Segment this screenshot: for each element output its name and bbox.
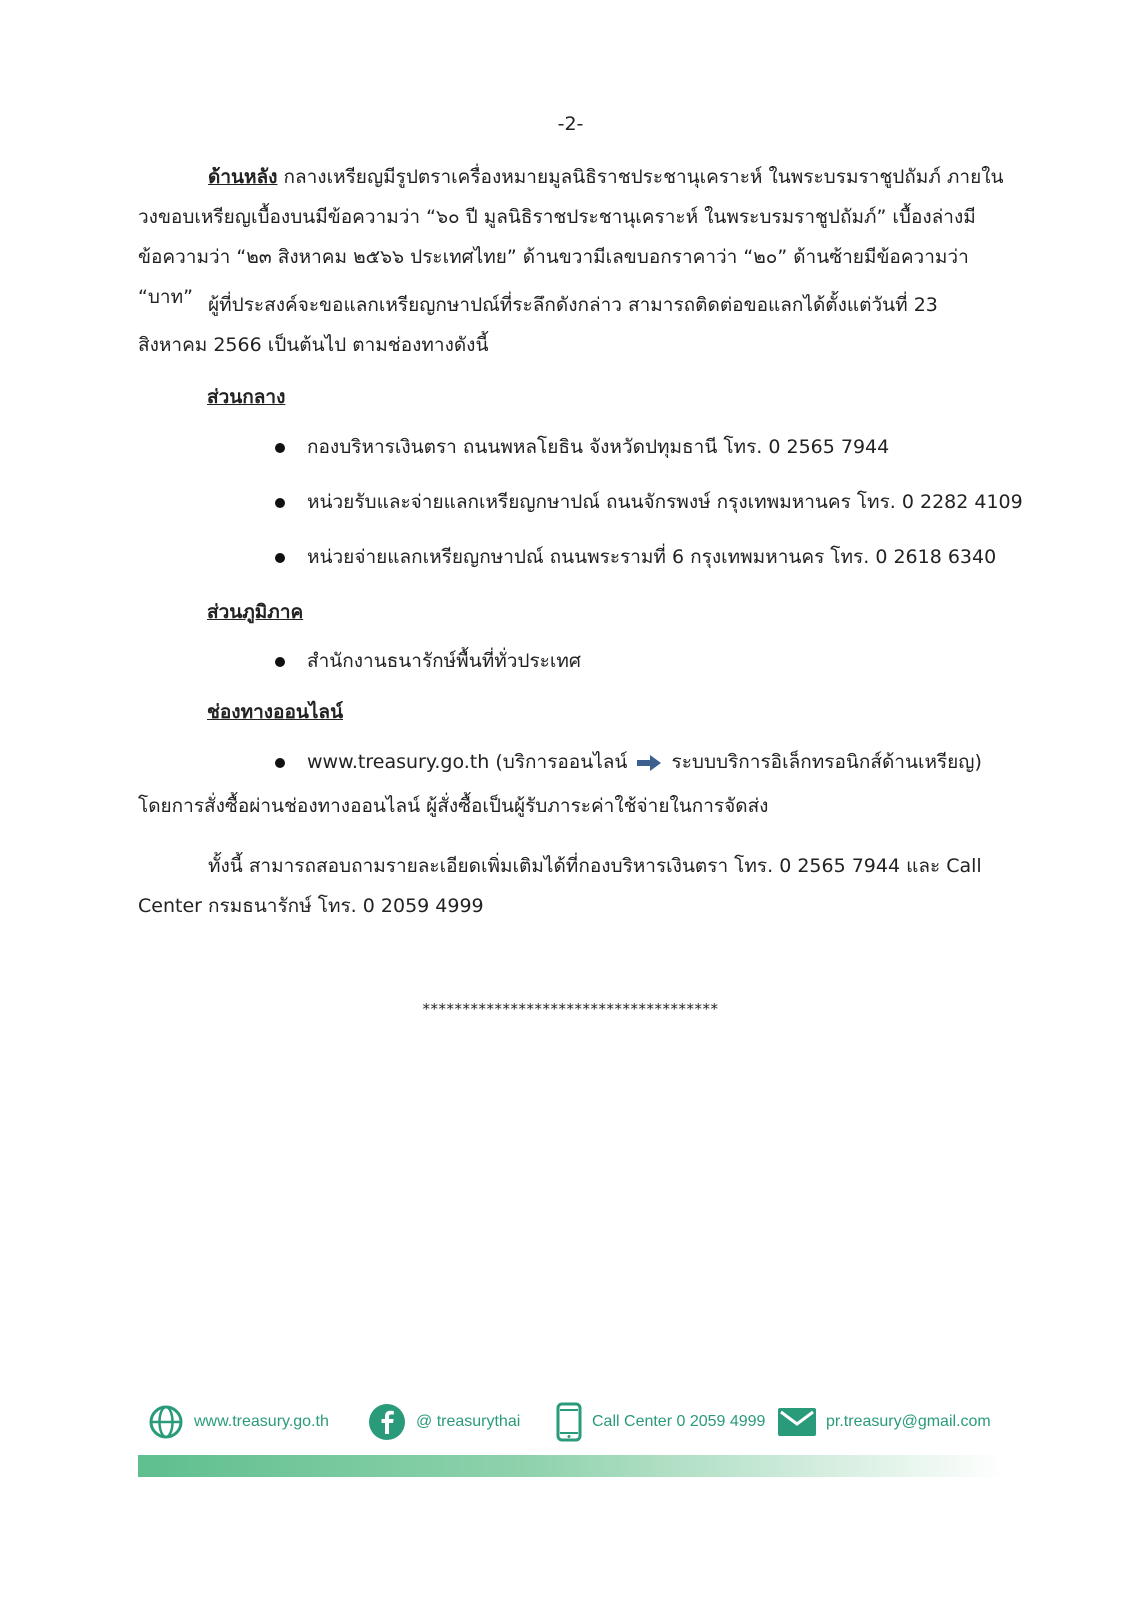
regional-item: [275, 646, 581, 676]
back-side-text: กลางเหรียญมีรูปตราเครื่องหมายมูลนิธิราชประชานุเคราะห์ ในพระบรมราชูปถัมภ์ ภายในวงขอบเหรียญเบื้องบนมีข้อความว่า “๖๐ ปี มูลนิธิราชประชานุเคราะห์ ในพระบรมราชูปถัมภ์” เบื้องล่างมีข้อความว่า “๒๓ สิงหาคม ๒๕๖๖ ประเทศไทย” ด้านขวามีเลขบอกราคาว่า “๒๐” ด้านซ้ายมีข้อความว่า “บาท”: [138, 166, 1004, 308]
footer-gradient-bar: [138, 1455, 1006, 1477]
globe-icon: [148, 1404, 184, 1440]
footer-website-text: www.treasury.go.th: [194, 1413, 329, 1430]
closing-paragraph: ทั้งนี้ สามารถสอบถามรายละเอียดเพิ่มเติมได้ที่กองบริหารเงินตรา โทร. 0 2565 7944 และ Call Center กรมธนารักษ์ โทร. 0 2059 4999: [138, 855, 982, 917]
central-item: [275, 432, 889, 462]
online-item: [275, 747, 982, 777]
bullet-icon: [275, 553, 285, 563]
bullet-icon: [275, 498, 285, 508]
right-arrow-icon: [637, 755, 661, 771]
central-item-text: หน่วยรับและจ่ายแลกเหรียญกษาปณ์ ถนนจักรพงษ์ กรุงเทพมหานคร โทร. 0 2282 4109: [307, 491, 1023, 513]
facebook-icon: [368, 1403, 406, 1441]
central-heading: ส่วนกลาง: [207, 386, 286, 408]
back-side-label: ด้านหลัง: [208, 166, 278, 188]
footer-email-text: pr.treasury@gmail.com: [826, 1413, 991, 1430]
footer-email[interactable]: [778, 1400, 991, 1444]
footer-call-center[interactable]: [556, 1400, 765, 1444]
bullet-icon: [275, 443, 285, 453]
footer-call-center-text: Call Center 0 2059 4999: [592, 1413, 766, 1430]
footer-facebook[interactable]: [368, 1400, 520, 1444]
online-item-end: ระบบบริการอิเล็กทรอนิกส์ด้านเหรียญ): [671, 751, 982, 773]
mail-icon: [778, 1408, 816, 1436]
bullet-icon: [275, 758, 285, 768]
online-item-start: www.treasury.go.th (บริการออนไลน์: [307, 751, 628, 773]
bullet-icon: [275, 657, 285, 667]
regional-heading: ส่วนภูมิภาค: [207, 601, 304, 623]
page-number: -2-: [557, 113, 584, 135]
divider-stars: *************************************: [422, 1000, 719, 1018]
central-item-text: กองบริหารเงินตรา ถนนพหลโยธิน จังหวัดปทุมธานี โทร. 0 2565 7944: [307, 436, 890, 458]
central-item-text: หน่วยจ่ายแลกเหรียญกษาปณ์ ถนนพระรามที่ 6 กรุงเทพมหานคร โทร. 0 2618 6340: [307, 546, 997, 568]
central-item: [275, 542, 996, 572]
footer-website[interactable]: [148, 1400, 329, 1444]
regional-item-text: สำนักงานธนารักษ์พื้นที่ทั่วประเทศ: [307, 650, 581, 672]
online-heading: ช่องทางออนไลน์: [207, 701, 344, 723]
central-item: [275, 487, 1023, 517]
online-item-continuation: โดยการสั่งซื้อผ่านช่องทางออนไลน์ ผู้สั่งซื้อเป็นผู้รับภาระค่าใช้จ่ายในการจัดส่ง: [138, 795, 769, 817]
mobile-phone-icon: [556, 1402, 582, 1442]
footer-contacts: [138, 1400, 1006, 1450]
exchange-intro: ผู้ที่ประสงค์จะขอแลกเหรียญกษาปณ์ที่ระลึกดังกล่าว สามารถติดต่อขอแลกได้ตั้งแต่วันที่ 23 สิงหาคม 2566 เป็นต้นไป ตามช่องทางดังนี้: [138, 294, 938, 356]
footer-facebook-text: @ treasurythai: [416, 1413, 521, 1430]
